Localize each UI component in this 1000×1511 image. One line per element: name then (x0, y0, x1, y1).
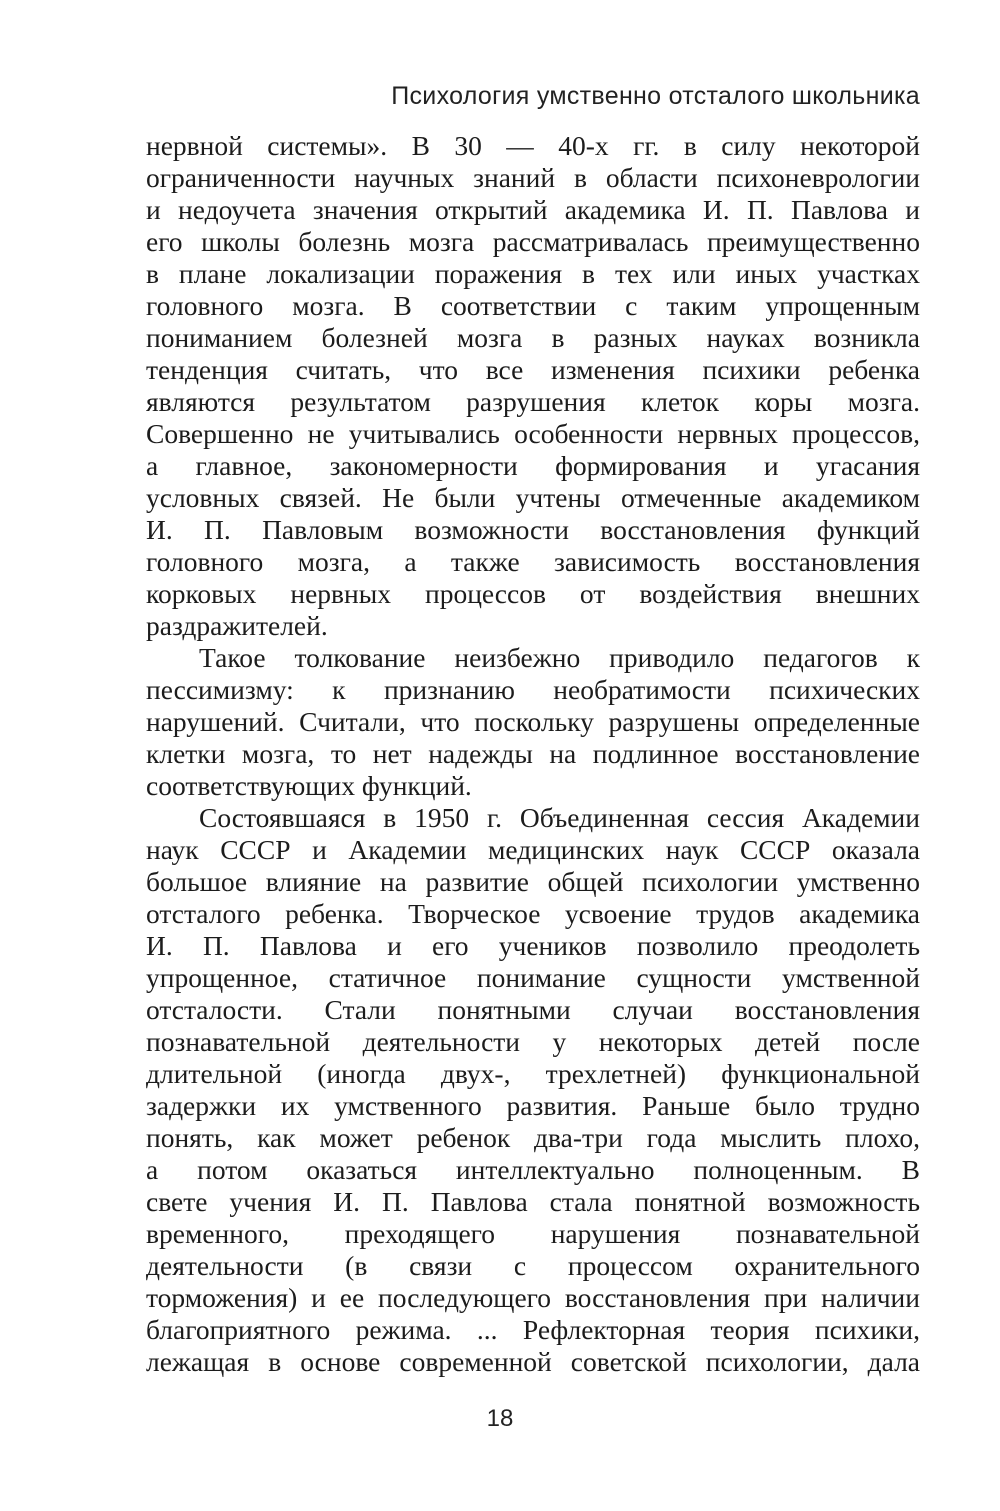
text-line: соответствующих функций. (146, 770, 472, 801)
text-line: благоприятного режима. ... Рефлекторная теория психики, (146, 1314, 920, 1345)
text-line: головного мозга. В соответствии с таким упрощенным (146, 290, 920, 321)
text-line: а главное, закономерности формирования и угасания (146, 450, 920, 481)
paragraph (146, 642, 920, 802)
text-line: Состоявшаяся в 1950 г. Объединенная сессия Академии (199, 802, 920, 833)
text-line: упрощенное, статичное понимание сущности умственной (146, 962, 920, 993)
text-line: Такое толкование неизбежно приводило педагогов к (199, 642, 920, 673)
text-line: пониманием болезней мозга в разных науках возникла (146, 322, 920, 353)
text-line: познавательной деятельности у некоторых детей после (146, 1026, 920, 1057)
text-line: отсталости. Стали понятными случаи восстановления (146, 994, 920, 1025)
text-line: условных связей. Не были учтены отмеченные академиком (146, 482, 920, 513)
text-line: пессимизму: к признанию необратимости психических (146, 674, 920, 705)
text-line: длительной (иногда двух-, трехлетней) функциональной (146, 1058, 920, 1089)
text-line: понять, как может ребенок два-три года мыслить плохо, (146, 1122, 920, 1153)
text-line: являются результатом разрушения клеток коры мозга. (146, 386, 920, 417)
text-line: торможения) и ее последующего восстановления при наличии (146, 1282, 920, 1313)
text-line: Совершенно не учитывались особенности нервных процессов, (146, 418, 920, 449)
text-line: И. П. Павлова и его учеников позволило преодолеть (146, 930, 920, 961)
text-line: нервной системы». В 30 — 40-х гг. в силу некоторой (146, 130, 920, 161)
page-number: 18 (486, 1405, 514, 1432)
text-line: и недоучета значения открытий академика И. П. Павлова и (146, 194, 920, 225)
running-header: Психология умственно отсталого школьника (391, 82, 920, 110)
text-line: наук СССР и Академии медицинских наук СССР оказала (146, 834, 920, 865)
text-line: И. П. Павловым возможности восстановления функций (146, 514, 920, 545)
body-text (146, 130, 920, 1378)
text-line: его школы болезнь мозга рассматривалась преимущественно (146, 226, 920, 257)
text-line: свете учения И. П. Павлова стала понятной возможность (146, 1186, 920, 1217)
text-line: лежащая в основе современной советской психологии, дала (146, 1346, 920, 1377)
text-line: отсталого ребенка. Творческое усвоение трудов академика (146, 898, 920, 929)
text-line: клетки мозга, то нет надежды на подлинное восстановление (146, 738, 920, 769)
text-line: а потом оказаться интеллектуально полноценным. В (146, 1154, 920, 1185)
text-line: задержки их умственного развития. Раньше было трудно (146, 1090, 920, 1121)
paragraph (146, 802, 920, 1378)
text-line: большое влияние на развитие общей психологии умственно (146, 866, 920, 897)
text-line: деятельности (в связи с процессом охранительного (146, 1250, 920, 1281)
paragraph (146, 130, 920, 642)
text-line: головного мозга, а также зависимость восстановления (146, 546, 920, 577)
text-line: в плане локализации поражения в тех или иных участках (146, 258, 920, 289)
text-line: ограниченности научных знаний в области психоневрологии (146, 162, 920, 193)
text-line: нарушений. Считали, что поскольку разрушены определенные (146, 706, 920, 737)
text-line: раздражителей. (146, 610, 328, 641)
text-line: тенденция считать, что все изменения психики ребенка (146, 354, 920, 385)
text-line: корковых нервных процессов от воздействия внешних (146, 578, 920, 609)
text-line: временного, преходящего нарушения познавательной (146, 1218, 920, 1249)
